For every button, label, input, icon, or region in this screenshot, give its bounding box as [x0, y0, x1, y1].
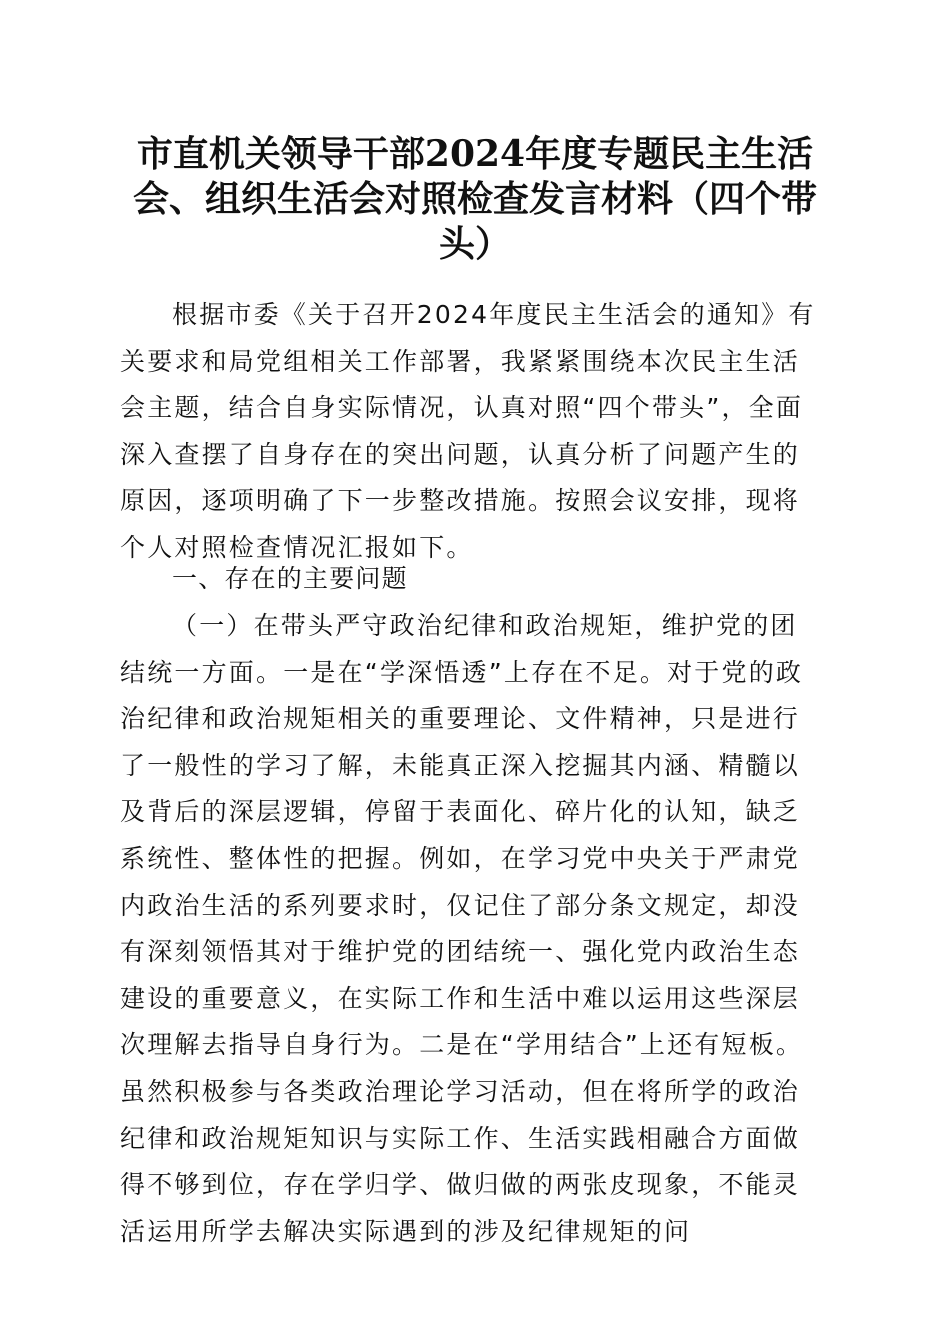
section-heading: 一、存在的主要问题 [172, 564, 408, 593]
document-title: 市直机关领导干部2024年度专题民主生活会、组织生活会对照检查发言材料（四个带头） [132, 133, 817, 265]
intro-paragraph: 根据市委《关于召开2024年度民主生活会的通知》有关要求和局党组相关工作部署，我紧紧围绕本次民主生活会主题，结合自身实际情况，认真对照“四个带头”，全面深入查摆了自身存在的突出问题，认真分析了问题产生的原因，逐项明确了下一步整改措施。按照会议安排，现将个人对照检查情况汇报如下。 [120, 300, 816, 562]
item-paragraph: （一）在带头严守政治纪律和政治规矩，维护党的团结统一方面。一是在“学深悟透”上存在不足。对于党的政治纪律和政治规矩相关的重要理论、文件精神，只是进行了一般性的学习了解，未能真正深入挖掘其内涵、精髓以及背后的深层逻辑，停留于表面化、碎片化的认知，缺乏系统性、整体性的把握。例如，在学习党中央关于严肃党内政治生活的系列要求时，仅记住了部分条文规定，却没有深刻领悟其对于维护党的团结统一、强化党内政治生态建设的重要意义，在实际工作和生活中难以运用这些深层次理解去指导自身行为。二是在“学用结合”上还有短板。虽然积极参与各类政治理论学习活动，但在将所学的政治纪律和政治规矩知识与实际工作、生活实践相融合方面做得不够到位，存在学归学、做归做的两张皮现象，不能灵活运用所学去解决实际遇到的涉及纪律规矩的问 [120, 611, 804, 1246]
